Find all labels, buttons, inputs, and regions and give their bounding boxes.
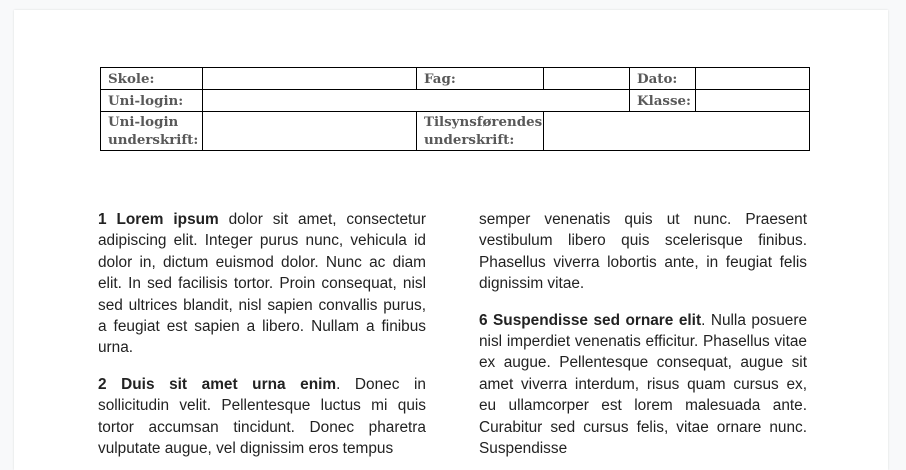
paragraph-2-heading: 2 Duis sit amet urna enim <box>98 375 337 393</box>
school-field[interactable] <box>203 68 417 90</box>
school-label: Skole: <box>101 68 203 90</box>
unilogin-signature-field[interactable] <box>203 112 417 151</box>
unilogin-signature-label-line1: Uni-login <box>108 114 179 130</box>
subject-label: Fag: <box>417 68 544 90</box>
paragraph-2 <box>98 374 426 460</box>
info-row-unilogin <box>101 90 810 112</box>
paragraph-continuation: semper venenatis quis ut nunc. Praesent vestibulum libero quis scelerisque finibus. Phasellus viverra lobortis ante, in feugiat felis dignissim vitae. <box>479 211 807 293</box>
supervisor-signature-label-line2: underskrift: <box>424 132 515 148</box>
paragraph-2-text: . Donec in sollicitudin velit. Pellentesque luctus mi quis tortor accumsan tincidunt. Donec pharetra vulputate augue, vel dignissim eros tempus <box>98 375 426 458</box>
paragraph-6-heading: 6 Suspendisse sed ornare elit <box>479 311 702 329</box>
paragraph-6-text: . Nulla posuere nisl imperdiet venenatis efficitur. Phasellus vitae ex augue. Pellentesque consequat, augue sit amet viverra interdum, risus quam cursus ex, eu ullamcorper est lorem malesuada ante. Curabitur sed cursus felis, vitae ornare nunc. Suspendisse <box>479 311 807 458</box>
paragraph-1-text: dolor sit amet, consectetur adipiscing elit. Integer purus nunc, vehicula id dolor in, dictum euismod dolor. Nunc ac diam elit. In sed facilisis tortor. Proin consequat, nisl sed ultrices blandit, nisl sapien convallis purus, a feugiat est sapien a libero. Nullam a finibus urna. <box>98 211 426 357</box>
info-row-signatures <box>101 112 810 151</box>
text-column-left <box>98 209 426 470</box>
document-page <box>14 10 888 470</box>
unilogin-signature-label <box>101 112 203 151</box>
paragraph-1-heading: 1 Lorem ipsum <box>98 211 219 228</box>
supervisor-signature-label <box>417 112 544 151</box>
student-info-table <box>100 67 810 151</box>
date-field[interactable] <box>696 68 810 90</box>
supervisor-signature-field[interactable] <box>544 112 810 151</box>
unilogin-field[interactable] <box>203 90 630 112</box>
date-label: Dato: <box>630 68 696 90</box>
paragraph-1 <box>98 209 426 359</box>
info-row-school <box>101 68 810 90</box>
unilogin-label: Uni-login: <box>101 90 203 112</box>
subject-field[interactable] <box>544 68 630 90</box>
unilogin-signature-label-line2: underskrift: <box>108 132 199 148</box>
supervisor-signature-label-line1: Tilsynsførendes <box>424 114 543 130</box>
paragraph-6 <box>479 310 807 460</box>
class-field[interactable] <box>696 90 810 112</box>
class-label: Klasse: <box>630 90 696 112</box>
text-column-right <box>479 209 807 470</box>
